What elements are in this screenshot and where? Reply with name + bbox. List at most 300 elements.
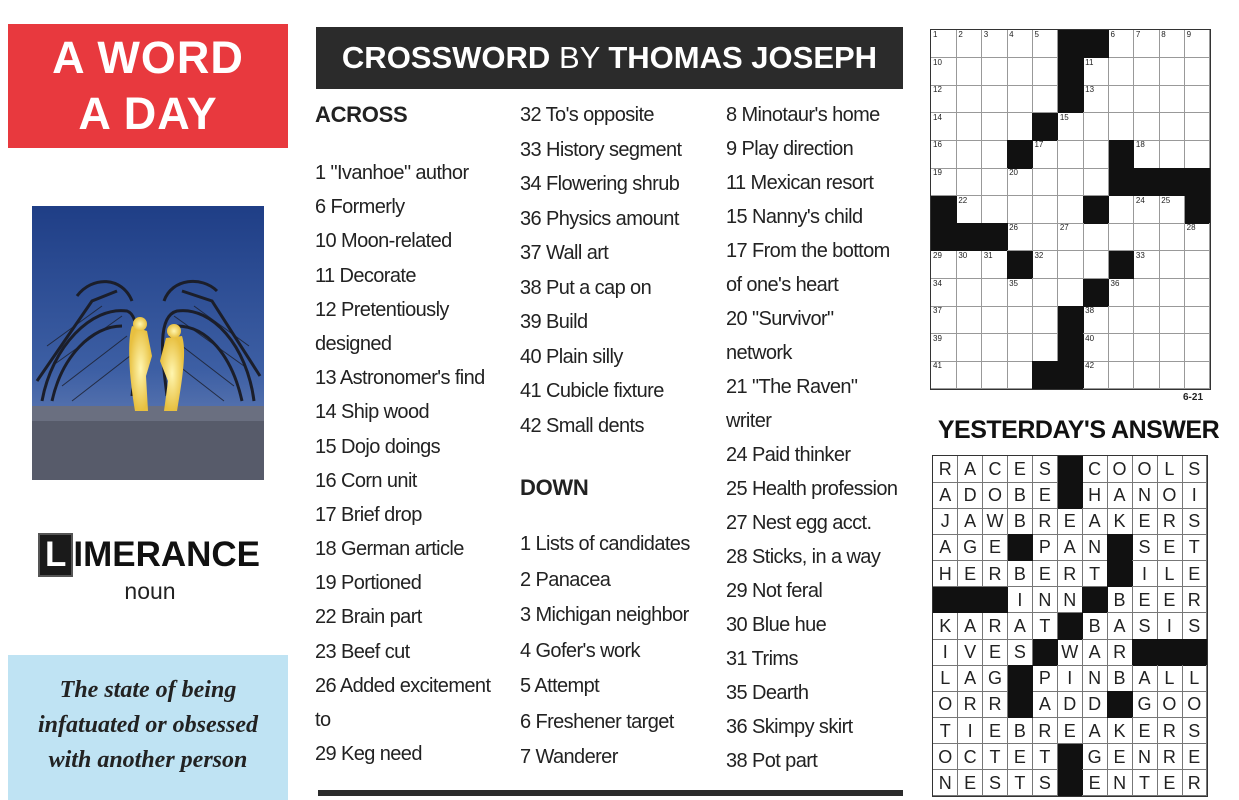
black-square <box>1107 691 1132 718</box>
black-square <box>1185 168 1211 196</box>
yesterdays-answer-grid <box>932 455 1208 797</box>
answer-letter: E <box>1107 744 1132 771</box>
answer-letter: S <box>1182 613 1207 640</box>
clue-line: 21 "The Raven" <box>726 376 858 398</box>
grid-square <box>1058 223 1084 251</box>
word-definition: The state of being infatuated or obsessed with another person <box>8 655 288 800</box>
grid-square <box>1185 251 1211 279</box>
grid-square <box>1185 85 1211 113</box>
answer-letter: B <box>1082 613 1107 640</box>
answer-letter: S <box>1132 613 1157 640</box>
answer-letter: S <box>983 770 1008 797</box>
black-square <box>931 223 957 251</box>
black-square <box>1058 334 1084 362</box>
grid-square <box>931 279 957 307</box>
clue-number: 31 <box>983 250 993 260</box>
grid-square <box>1159 30 1185 58</box>
grid-square <box>1185 30 1211 58</box>
banner-line-1: A WORD <box>52 32 244 83</box>
black-square <box>1083 279 1109 307</box>
grid-square <box>1185 140 1211 168</box>
answer-letter: G <box>1082 744 1107 771</box>
grid-square <box>1083 361 1109 389</box>
grid-square <box>1159 58 1185 86</box>
grid-square <box>1083 334 1109 362</box>
answer-letter: A <box>958 613 983 640</box>
answer-letter: A <box>1082 508 1107 535</box>
answer-letter: S <box>1132 534 1157 561</box>
grid-square <box>1159 334 1185 362</box>
answer-letter: N <box>1033 587 1058 614</box>
answer-letter: A <box>933 534 958 561</box>
grid-square <box>1134 85 1160 113</box>
grid-square <box>1185 279 1211 307</box>
grid-square <box>956 85 982 113</box>
answer-letter: E <box>958 561 983 588</box>
grid-square <box>931 251 957 279</box>
answer-letter: T <box>1082 561 1107 588</box>
grid-square <box>982 334 1008 362</box>
grid-square <box>931 140 957 168</box>
grid-square <box>1058 279 1084 307</box>
black-square <box>983 587 1008 614</box>
grid-square <box>1109 196 1135 224</box>
grid-square <box>1134 196 1160 224</box>
clue-number: 2 <box>958 30 963 39</box>
word-headword <box>28 534 272 576</box>
grid-square <box>956 58 982 86</box>
answer-letter: A <box>1082 639 1107 666</box>
clue-line: 36 Skimpy skirt <box>726 716 853 738</box>
answer-letter: I <box>1182 482 1207 509</box>
grid-square <box>1007 334 1033 362</box>
clue-number: 26 <box>1009 223 1018 233</box>
black-square <box>1058 306 1084 334</box>
word-entry <box>28 534 272 605</box>
grid-square <box>982 168 1008 196</box>
grid-square <box>1134 30 1160 58</box>
answer-letter: T <box>1033 744 1058 771</box>
clue-line: 4 Gofer's work <box>520 639 640 662</box>
grid-square <box>931 85 957 113</box>
clue-line: 27 Nest egg acct. <box>726 512 872 534</box>
answer-letter: B <box>1008 508 1033 535</box>
black-square <box>1058 85 1084 113</box>
grid-square <box>1185 306 1211 334</box>
black-square <box>931 196 957 224</box>
grid-square <box>956 140 982 168</box>
answer-letter: G <box>1132 691 1157 718</box>
title-by: BY <box>558 40 600 75</box>
grid-square <box>1109 279 1135 307</box>
grid-square <box>982 113 1008 141</box>
black-square <box>1082 587 1107 614</box>
black-square <box>1032 361 1058 389</box>
grid-square <box>1007 361 1033 389</box>
answer-letter: L <box>1157 665 1182 692</box>
answer-letter: R <box>1182 587 1207 614</box>
black-square <box>1109 168 1135 196</box>
clue-line: 17 Brief drop <box>315 503 422 526</box>
clue-line: 1 "Ivanhoe" author <box>315 162 469 184</box>
clue-number: 20 <box>1009 168 1018 178</box>
answer-letter: H <box>1082 482 1107 509</box>
banner-line-2: A DAY <box>78 88 218 139</box>
grid-square <box>1083 58 1109 86</box>
clue-line: 16 Corn unit <box>315 469 417 492</box>
black-square <box>1132 639 1157 666</box>
grid-square <box>956 251 982 279</box>
answer-letter: R <box>1033 508 1058 535</box>
answer-letter: D <box>1058 691 1083 718</box>
answer-letter: J <box>933 508 958 535</box>
clue-line: 7 Wanderer <box>520 746 618 768</box>
clue-number: 40 <box>1085 333 1095 343</box>
clue-number: 10 <box>933 57 942 67</box>
clue-line: designed <box>315 332 392 355</box>
answer-letter: R <box>1107 639 1132 666</box>
answer-letter: P <box>1033 534 1058 561</box>
grid-square <box>1032 334 1058 362</box>
black-square <box>1007 251 1033 279</box>
grid-square <box>1007 30 1033 58</box>
grid-square <box>1007 279 1033 307</box>
grid-square <box>1185 223 1211 251</box>
clue-number: 12 <box>933 85 942 95</box>
grid-square <box>1134 334 1160 362</box>
answer-letter: T <box>1008 770 1033 797</box>
grid-square <box>1109 334 1135 362</box>
grid-square <box>982 361 1008 389</box>
clue-number: 19 <box>933 168 942 178</box>
clue-number: 14 <box>933 112 942 122</box>
grid-square <box>956 113 982 141</box>
clue-line: 3 Michigan neighbor <box>520 604 689 626</box>
answer-letter: I <box>1132 561 1157 588</box>
grid-square <box>1007 58 1033 86</box>
clue-line: 18 German article <box>315 538 464 561</box>
clue-line: 39 Build <box>520 311 588 333</box>
black-square <box>1007 140 1033 168</box>
answer-letter: R <box>1157 744 1182 771</box>
grid-square <box>1007 113 1033 141</box>
clue-heading: ACROSS <box>315 102 408 127</box>
grid-square <box>1083 306 1109 334</box>
grid-square <box>956 196 982 224</box>
clue-line: 25 Health profession <box>726 478 898 500</box>
black-square <box>1159 168 1185 196</box>
grid-square <box>982 85 1008 113</box>
grid-square <box>1159 85 1185 113</box>
clue-number: 25 <box>1161 195 1171 205</box>
crossword-title <box>316 27 903 89</box>
black-square <box>1058 770 1083 797</box>
clue-line: 38 Pot part <box>726 750 818 772</box>
answer-letter: W <box>983 508 1008 535</box>
answer-letter: B <box>1008 561 1033 588</box>
answer-letter: R <box>933 456 958 483</box>
clue-number: 32 <box>1034 250 1044 260</box>
answer-letter: T <box>983 744 1008 771</box>
answer-letter: N <box>1058 587 1083 614</box>
grid-square <box>1134 361 1160 389</box>
grid-square <box>1083 85 1109 113</box>
grid-square <box>1058 196 1084 224</box>
answer-letter: A <box>933 482 958 509</box>
answer-letter: R <box>1058 561 1083 588</box>
clue-line: 38 Put a cap on <box>520 276 652 299</box>
answer-letter: O <box>933 744 958 771</box>
answer-letter: T <box>1182 534 1207 561</box>
clue-line: 32 To's opposite <box>520 104 654 126</box>
grid-square <box>1032 168 1058 196</box>
grid-square <box>1109 306 1135 334</box>
grid-square <box>1007 168 1033 196</box>
answer-letter: N <box>1082 534 1107 561</box>
clue-number: 42 <box>1085 361 1095 371</box>
answer-letter: O <box>1182 691 1207 718</box>
answer-letter: O <box>1132 456 1157 483</box>
grid-square <box>1109 30 1135 58</box>
clue-line: of one's heart <box>726 274 839 296</box>
answer-letter: E <box>983 534 1008 561</box>
answer-letter: A <box>1008 613 1033 640</box>
grid-square <box>982 196 1008 224</box>
clue-line: 11 Mexican resort <box>726 172 874 194</box>
answer-letter: H <box>933 561 958 588</box>
grid-square <box>1032 223 1058 251</box>
answer-letter: T <box>933 718 958 745</box>
answer-letter: A <box>1058 534 1083 561</box>
grid-square <box>1109 113 1135 141</box>
clue-line: 10 Moon-related <box>315 230 452 253</box>
answer-letter: O <box>983 482 1008 509</box>
clue-number: 39 <box>933 333 942 343</box>
grid-square <box>982 279 1008 307</box>
clue-line: 24 Paid thinker <box>726 444 851 466</box>
answer-letter: S <box>1182 718 1207 745</box>
answer-letter: E <box>1008 456 1033 483</box>
black-square <box>1109 140 1135 168</box>
answer-letter: A <box>1033 691 1058 718</box>
answer-letter: R <box>983 613 1008 640</box>
black-square <box>1134 168 1160 196</box>
clue-line: 30 Blue hue <box>726 614 827 636</box>
answer-letter: S <box>1182 508 1207 535</box>
grid-square <box>1058 251 1084 279</box>
grid-square <box>931 30 957 58</box>
answer-letter: R <box>1182 770 1207 797</box>
answer-letter: E <box>1157 587 1182 614</box>
answer-letter: L <box>1157 456 1182 483</box>
grid-square <box>982 251 1008 279</box>
answer-letter: B <box>1008 718 1033 745</box>
answer-letter: O <box>1157 482 1182 509</box>
clue-number: 1 <box>933 30 938 39</box>
grid-square <box>1032 30 1058 58</box>
crossword-grid <box>930 29 1211 390</box>
clue-line: 23 Beef cut <box>315 640 410 663</box>
clue-line: 12 Pretentiously <box>315 298 449 321</box>
clue-number: 6 <box>1110 30 1115 39</box>
grid-square <box>1058 113 1084 141</box>
clue-line: 15 Dojo doings <box>315 435 441 458</box>
grid-square <box>1083 140 1109 168</box>
clue-line: 31 Trims <box>726 648 798 670</box>
answer-letter: E <box>1008 744 1033 771</box>
clue-line: 20 "Survivor" <box>726 308 834 330</box>
clue-number: 3 <box>983 30 989 39</box>
answer-letter: B <box>1107 587 1132 614</box>
grid-square <box>956 30 982 58</box>
clue-number: 11 <box>1085 57 1094 67</box>
answer-letter: E <box>1157 770 1182 797</box>
answer-letter: S <box>1182 456 1207 483</box>
grid-square <box>1032 140 1058 168</box>
answer-letter: E <box>1182 744 1207 771</box>
clue-line: 28 Sticks, in a way <box>726 546 881 568</box>
answer-letter: A <box>1107 613 1132 640</box>
clue-line: 34 Flowering shrub <box>520 173 680 195</box>
grid-square <box>1134 306 1160 334</box>
black-square <box>1032 113 1058 141</box>
answer-letter: P <box>1033 665 1058 692</box>
clue-number: 5 <box>1034 30 1039 39</box>
title-crossword: CROSSWORD <box>341 40 551 75</box>
answer-letter: G <box>983 665 1008 692</box>
clue-number: 17 <box>1034 140 1044 150</box>
clue-number: 37 <box>933 306 942 316</box>
answer-letter: C <box>983 456 1008 483</box>
black-square <box>1058 58 1084 86</box>
grid-square <box>1134 58 1160 86</box>
answer-letter: T <box>1132 770 1157 797</box>
black-square <box>1058 361 1084 389</box>
clue-line: writer <box>726 410 772 432</box>
answer-letter: D <box>958 482 983 509</box>
grid-square <box>1083 113 1109 141</box>
answer-letter: K <box>1107 718 1132 745</box>
answer-letter: K <box>1107 508 1132 535</box>
clue-line: 13 Astronomer's find <box>315 367 485 390</box>
title-author: THOMAS JOSEPH <box>608 40 878 75</box>
answer-letter: R <box>1157 718 1182 745</box>
puzzle-date: 6-21 <box>1183 392 1204 403</box>
black-square <box>1033 639 1058 666</box>
grid-square <box>1083 251 1109 279</box>
answer-letter: V <box>958 639 983 666</box>
word-illustration-photo <box>32 206 264 480</box>
clue-line: 36 Physics amount <box>520 207 679 230</box>
clue-line: 9 Play direction <box>726 138 854 160</box>
grid-square <box>1058 168 1084 196</box>
clue-number: 29 <box>933 250 942 260</box>
answer-letter: E <box>1132 508 1157 535</box>
answer-letter: A <box>958 665 983 692</box>
answer-letter: G <box>958 534 983 561</box>
grid-square <box>1007 85 1033 113</box>
answer-letter: E <box>1058 718 1083 745</box>
grid-square <box>956 168 982 196</box>
black-square <box>1182 639 1207 666</box>
grid-square <box>1134 279 1160 307</box>
grid-square <box>1109 58 1135 86</box>
clue-line: 35 Dearth <box>726 682 809 704</box>
grid-square <box>1032 85 1058 113</box>
clue-number: 33 <box>1135 250 1145 260</box>
grid-square <box>956 361 982 389</box>
black-square <box>1008 691 1033 718</box>
answer-letter: A <box>1082 718 1107 745</box>
clue-line: 40 Plain silly <box>520 345 623 368</box>
answer-letter: O <box>1157 691 1182 718</box>
black-square <box>1058 613 1083 640</box>
answer-letter: A <box>1132 665 1157 692</box>
answer-letter: R <box>983 691 1008 718</box>
grid-square <box>1134 251 1160 279</box>
answer-letter: E <box>958 770 983 797</box>
clue-line: 11 Decorate <box>315 264 416 287</box>
answer-letter: N <box>1082 665 1107 692</box>
clue-number: 27 <box>1059 223 1069 233</box>
grid-square <box>931 168 957 196</box>
answer-letter: S <box>1033 770 1058 797</box>
clues-column-3 <box>726 98 916 778</box>
answer-letter: E <box>983 639 1008 666</box>
clue-line: 2 Panacea <box>520 568 611 591</box>
clue-line: 26 Added excitement <box>315 674 491 697</box>
black-square <box>1008 534 1033 561</box>
black-square <box>982 223 1008 251</box>
clue-line: 29 Not feral <box>726 580 823 602</box>
answer-letter: T <box>1033 613 1058 640</box>
grid-square <box>1159 140 1185 168</box>
answer-letter: I <box>1157 613 1182 640</box>
clue-line: 17 From the bottom <box>726 240 890 262</box>
clue-line: to <box>315 709 331 731</box>
clue-line: 8 Minotaur's home <box>726 104 880 126</box>
clues-column-2 <box>520 98 720 776</box>
grid-square <box>1032 196 1058 224</box>
grid-square <box>982 58 1008 86</box>
grid-square <box>1058 140 1084 168</box>
clue-line: 29 Keg need <box>315 743 422 766</box>
black-square <box>1008 665 1033 692</box>
grid-square <box>1032 251 1058 279</box>
answer-letter: N <box>933 770 958 797</box>
answer-letter: E <box>983 718 1008 745</box>
answer-letter: O <box>1107 456 1132 483</box>
grid-square <box>982 30 1008 58</box>
black-square <box>1109 251 1135 279</box>
black-square <box>1083 30 1109 58</box>
clue-line: network <box>726 342 792 364</box>
black-square <box>1107 534 1132 561</box>
clue-line: 14 Ship wood <box>315 401 430 424</box>
black-square <box>1107 561 1132 588</box>
grid-square <box>1032 58 1058 86</box>
black-square <box>1157 639 1182 666</box>
clue-line: 37 Wall art <box>520 242 609 264</box>
clue-number: 35 <box>1009 278 1018 288</box>
word-remaining-letters: IMERANCE <box>73 535 261 574</box>
clue-line: 19 Portioned <box>315 572 422 595</box>
clue-number: 28 <box>1186 223 1196 233</box>
black-square <box>1058 744 1083 771</box>
clue-number: 4 <box>1009 30 1014 39</box>
answer-letter: A <box>1107 482 1132 509</box>
clue-line: 5 Attempt <box>520 675 600 697</box>
